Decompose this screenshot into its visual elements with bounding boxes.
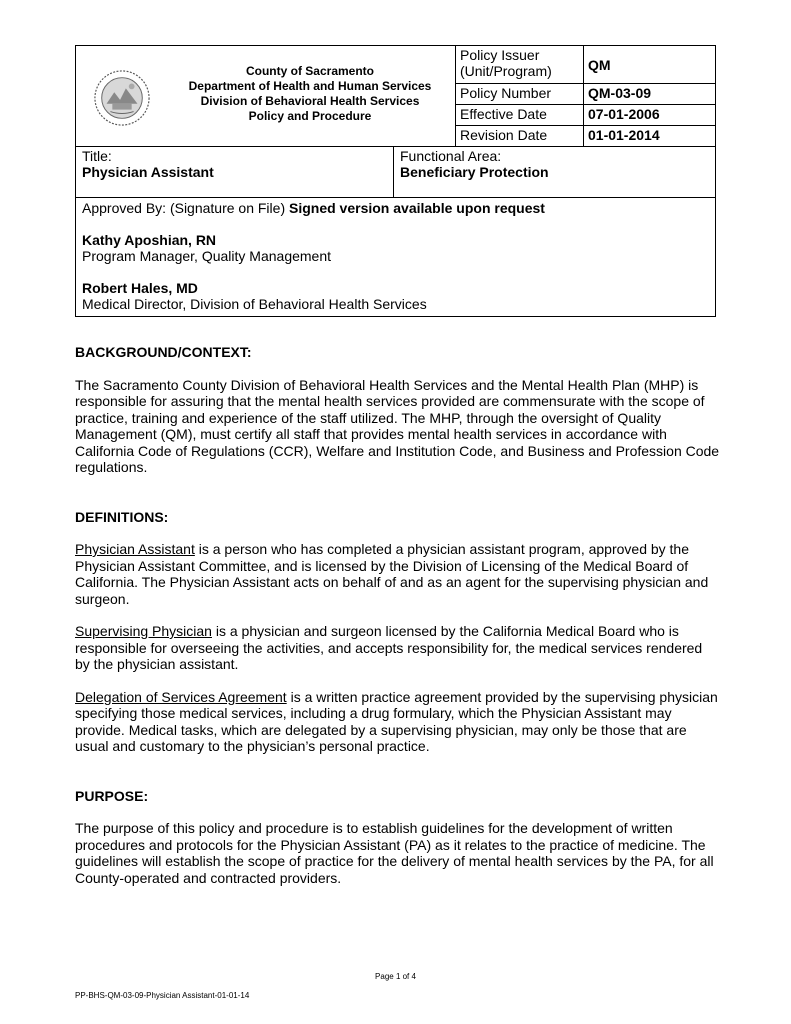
definition-supervising-physician [75,623,720,673]
approver1-name: Kathy Aposhian, RN [82,232,217,248]
county-seal-icon [93,69,151,127]
policy-number-label: Policy Number [456,84,584,105]
policy-issuer-label [456,46,584,84]
policy-issuer-label-line2: (Unit/Program) [460,63,552,79]
org-line-county: County of Sacramento [245,64,374,78]
background-heading: BACKGROUND/CONTEXT: [75,344,252,360]
effective-date-value: 07-01-2006 [584,105,716,126]
background-paragraph: The Sacramento County Division of Behavioral Health Services and the Mental Health Plan (MHP) is responsible for assuring that the mental health services provided are commensurate with the scope of practice, training and experience of the staff utilized. The MHP, through the oversight of Quality Management (QM), must certify all staff that provides mental health services in accordance with California Code of Regulations (CCR), Welfare and Institution Code, and Business and Profession Code regulations. [75,376,720,475]
approved-by-note: Signed version available upon request [289,200,545,216]
purpose-heading: PURPOSE: [75,787,149,804]
document-body [75,344,720,886]
approved-by-label: Approved By: (Signature on File) [82,200,289,216]
policy-number-value: QM-03-09 [584,84,716,105]
approver1-title: Program Manager, Quality Management [82,248,332,264]
definitions-heading: DEFINITIONS: [75,508,169,525]
page-number: Page 1 of 4 [375,972,416,981]
def2-text: is a physician and surgeon licensed by the California Medical Board who is responsible for overseeing the activities, and accepts responsibility for, the medical services rendered by the physician assistant. [75,623,703,672]
revision-date-label: Revision Date [456,126,584,147]
policy-issuer-value: QM [584,46,716,84]
policy-issuer-label-line1: Policy Issuer [460,47,540,63]
title-label: Title: [82,148,112,164]
approver2-name: Robert Hales, MD [82,280,198,296]
def1-text: is a person who has completed a physician assistant program, approved by the Physician Assistant Committee, and is licensed by the Division of Licensing of the Medical Board of California. The Physician Assistant acts on behalf of and as an agent for the supervising physician and surgeon. [75,541,709,607]
def3-text: is a written practice agreement provided by the supervising physician specifying those medical services, including a drug formulary, which the Physician Assistant may provide. Medical tasks, which are delegated by a supervising physician, may only be those that are usual and customary to the physician’s personal practice. [75,688,718,754]
effective-date-label: Effective Date [456,105,584,126]
definition-delegation-agreement [75,689,720,755]
org-line-policy: Policy and Procedure [248,109,372,123]
approver2-title: Medical Director, Division of Behavioral Health Services [82,296,427,312]
approved-by-line [82,200,709,216]
def2-term: Supervising Physician [75,623,212,639]
organization-name-block [176,64,444,124]
org-line-division: Division of Behavioral Health Services [200,94,420,108]
definition-physician-assistant [75,541,720,607]
revision-date-value: 01-01-2014 [584,126,716,147]
title-value: Physician Assistant [82,164,214,180]
functional-area-value: Beneficiary Protection [400,164,549,180]
def3-term: Delegation of Services Agreement [75,688,287,705]
org-header-cell [76,46,456,147]
title-cell [76,147,394,198]
footer-doc-id: PP-BHS-QM-03-09-Physician Assistant-01-01-14 [75,991,250,1000]
approval-cell [76,198,716,317]
org-line-department: Department of Health and Human Services [188,79,432,93]
def1-term: Physician Assistant [75,541,195,557]
functional-area-cell [394,147,716,198]
purpose-paragraph: The purpose of this policy and procedure is to establish guidelines for the development of written procedures and protocols for the Physician Assistant (PA) as it relates to the practice of medicine. The guidelines will establish the scope of practice for the delivery of mental health services by the PA, for all County-operated and contracted providers. [75,820,714,886]
policy-header-table [75,45,716,317]
functional-area-label: Functional Area: [400,148,502,164]
